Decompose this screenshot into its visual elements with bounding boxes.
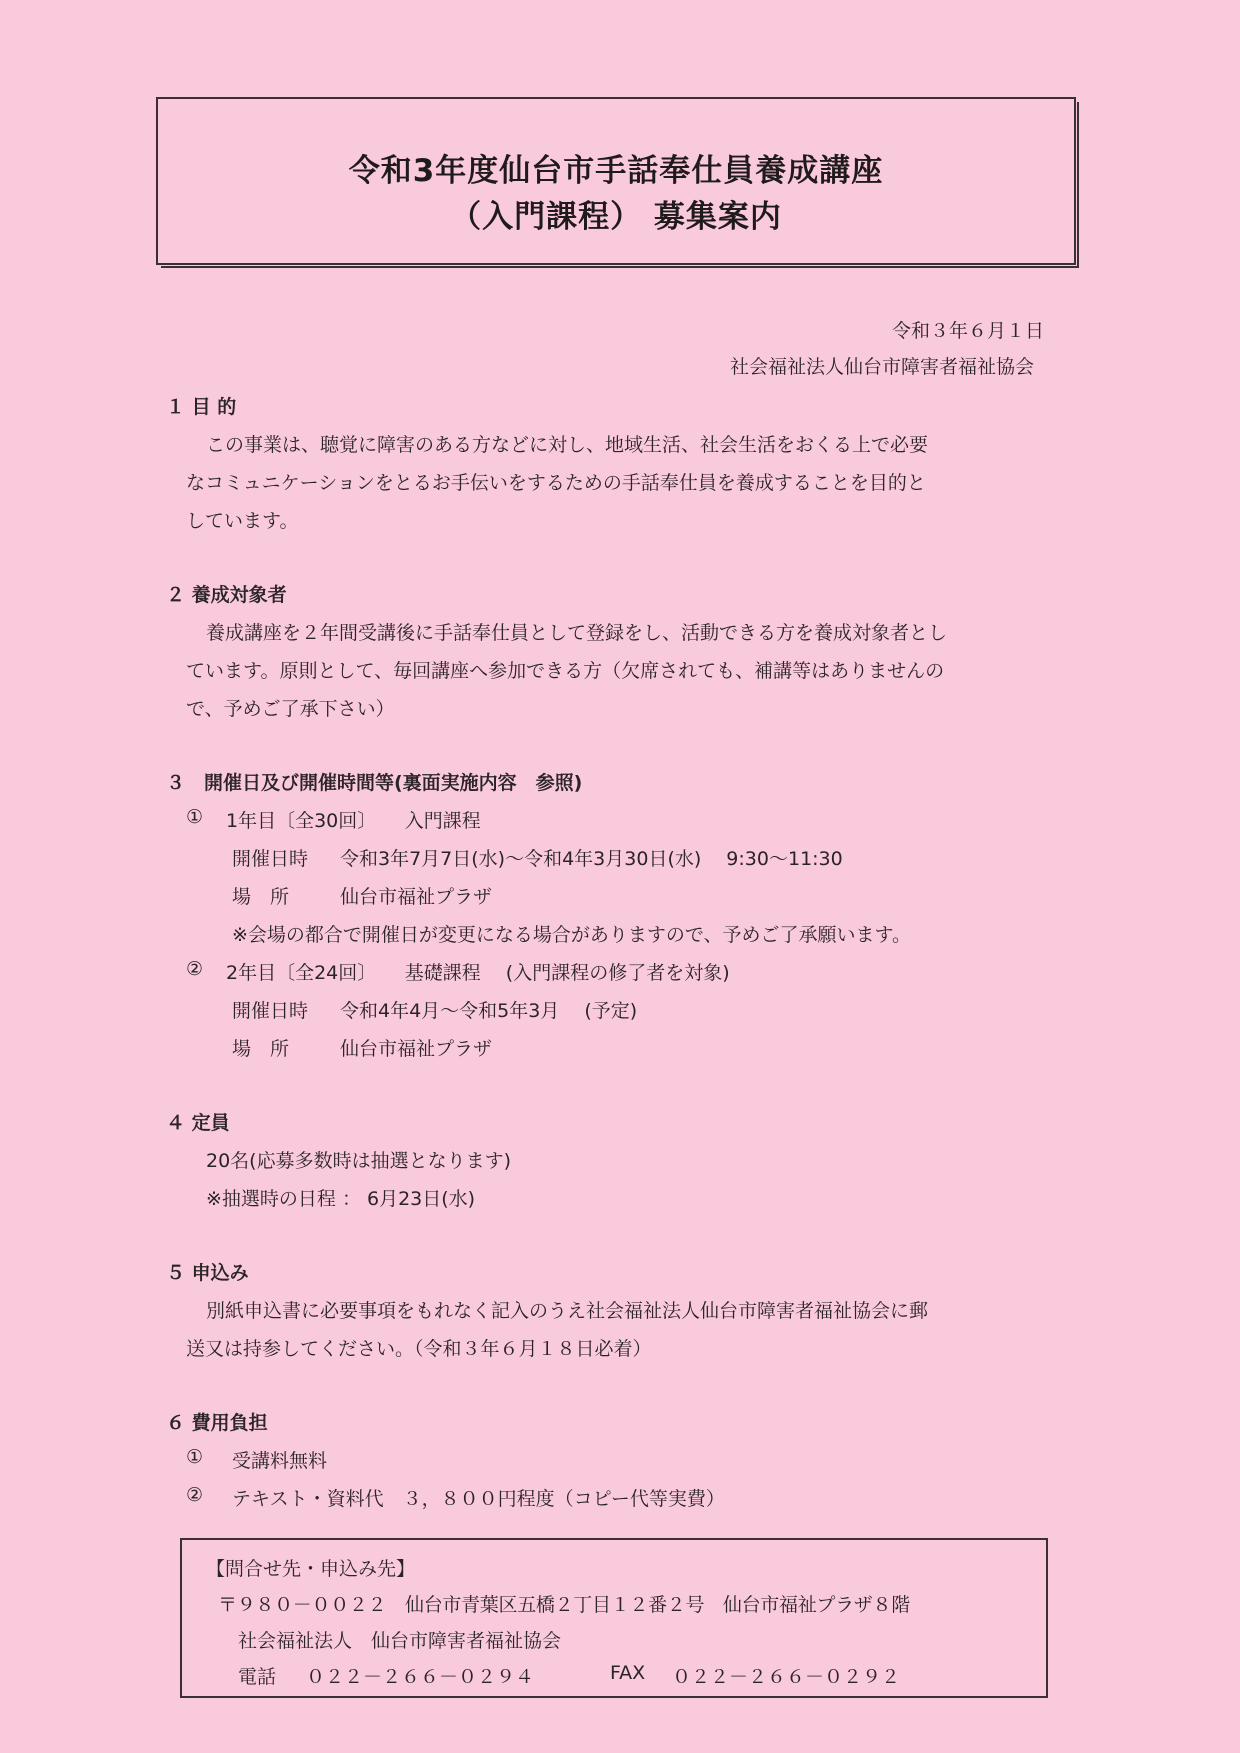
contact-fax: ０２２－２６６－０２９２ [672, 1666, 901, 1688]
contact-fax-label: FAX [610, 1662, 646, 1684]
section-3-item-2-place-value: 仙台市福祉プラザ [340, 1038, 493, 1060]
contact-organization: 社会福祉法人 仙台市障害者福祉協会 [238, 1630, 562, 1652]
section-3-item-1-number: ① [186, 806, 204, 828]
document-title-line2: （入門課程） 募集案内 [450, 199, 782, 235]
lottery-date-text: ※抽選時の日程 ： 6月23日(水) [206, 1188, 476, 1210]
section-3-item-1-place-label: 場 所 [232, 886, 290, 908]
section-3-item-1-date-value: 令和3年7月7日(水)～令和4年3月30日(水) 9:30～11:30 [340, 848, 843, 870]
section-3-item-1-place-value: 仙台市福祉プラザ [340, 886, 493, 908]
section-5-heading: ５ 申込み [166, 1262, 249, 1284]
section-3-heading: ３ 開催日及び開催時間等(裏面実施内容 参照) [166, 772, 583, 794]
section-1-line-2: なコミュニケーションをとるお手伝いをするための手話奉仕員を養成することを目的と [186, 472, 926, 494]
section-3-item-1-note: ※会場の都合で開催日が変更になる場合がありますので、予めご了承願います。 [232, 924, 912, 946]
cost-item-1: 受講料無料 [232, 1450, 328, 1472]
section-5-line-2: 送又は持参してください。（令和３年６月１８日必着） [186, 1338, 652, 1360]
issue-date: 令和３年６月１日 [891, 320, 1044, 342]
capacity-text: 20名(応募多数時は抽選となります) [206, 1150, 512, 1172]
section-3-item-2-title: 2年目〔全24回〕 基礎課程 (入門課程の修了者を対象) [226, 962, 730, 984]
section-5-line-1: 別紙申込書に必要事項をもれなく記入のうえ社会福祉法人仙台市障害者福祉協会に郵 [206, 1300, 929, 1322]
cost-item-2: テキスト・資料代 ３，８００円程度（コピー代等実費） [232, 1488, 725, 1510]
contact-heading: 【問合せ先・申込み先】 [206, 1558, 416, 1580]
cost-item-1-number: ① [186, 1446, 204, 1468]
title-box [156, 97, 1076, 265]
cost-item-2-number: ② [186, 1484, 204, 1506]
section-1-line-1: この事業は、聴覚に障害のある方などに対し、地域生活、社会生活をおくる上で必要 [206, 434, 929, 456]
issuer-organization: 社会福祉法人仙台市障害者福祉協会 [729, 356, 1034, 378]
section-3-item-2-date-label: 開催日時 [232, 1000, 309, 1022]
section-1-heading: １ 目 的 [166, 396, 237, 418]
contact-phone-label: 電話 [238, 1666, 277, 1688]
section-1-line-3: しています。 [186, 510, 299, 532]
section-3-item-1-title: 1年目〔全30回〕 入門課程 [226, 810, 481, 832]
section-3-item-1-date-label: 開催日時 [232, 848, 309, 870]
section-2-line-1: 養成講座を２年間受講後に手話奉仕員として登録をし、活動できる方を養成対象者とし [206, 622, 948, 644]
contact-box [180, 1538, 1048, 1698]
section-2-line-2: ています。原則として、毎回講座へ参加できる方（欠席されても、補講等はありませんの [186, 660, 945, 682]
section-4-heading: ４ 定員 [166, 1112, 230, 1134]
document-title-line1: 令和3年度仙台市手話奉仕員養成講座 [348, 153, 884, 189]
contact-phone: ０２２－２６６－０２９４ [306, 1666, 535, 1688]
section-2-line-3: で、予めご了承下さい） [186, 698, 395, 720]
section-3-item-2-number: ② [186, 958, 204, 980]
contact-address: 〒９８０－００２２ 仙台市青葉区五橋２丁目１２番２号 仙台市福祉プラザ８階 [218, 1594, 910, 1616]
section-6-heading: ６ 費用負担 [166, 1412, 268, 1434]
section-3-item-2-place-label: 場 所 [232, 1038, 290, 1060]
section-2-heading: ２ 養成対象者 [166, 584, 287, 606]
section-3-item-2-date-value: 令和4年4月～令和5年3月 (予定) [340, 1000, 638, 1022]
